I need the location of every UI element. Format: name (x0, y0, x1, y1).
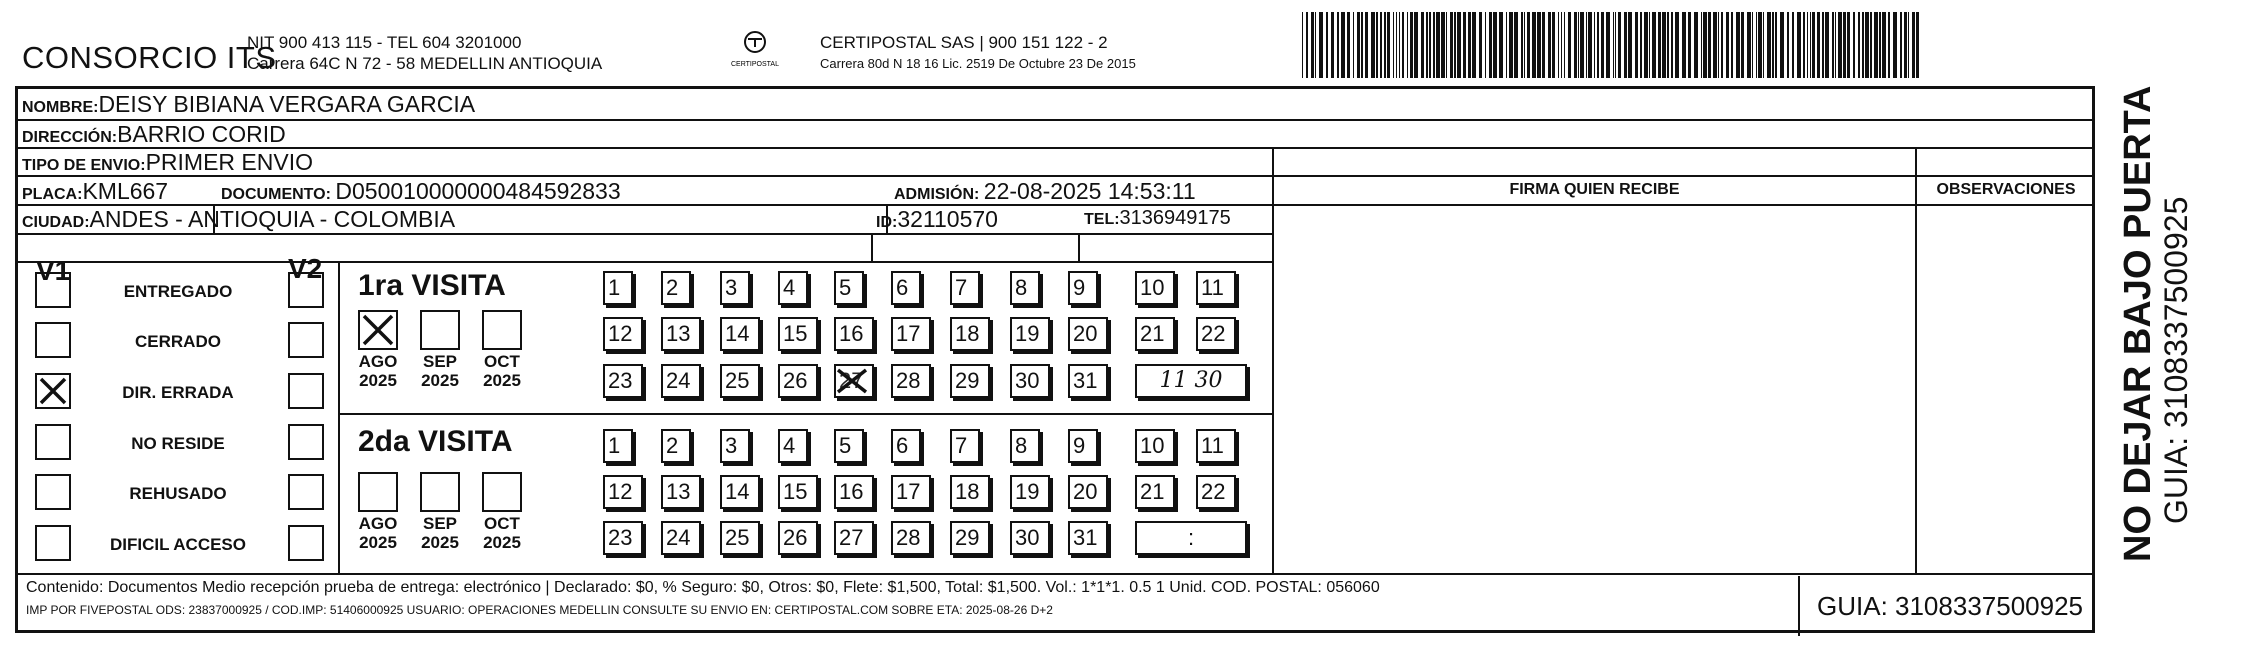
day-box[interactable]: 23 (603, 364, 643, 398)
day-box[interactable]: 29 (950, 521, 990, 555)
v2-header: V2 (288, 253, 323, 284)
id-field: ID:32110570 (876, 206, 998, 232)
guia-number: GUIA: 3108337500925 (1798, 576, 2100, 636)
day-box[interactable]: 16 (834, 475, 874, 509)
day-box[interactable]: 20 (1068, 317, 1108, 351)
day-box[interactable]: 15 (778, 475, 818, 509)
certipostal-line1: CERTIPOSTAL SAS | 900 151 122 - 2 (820, 33, 1108, 52)
month-checkbox[interactable] (420, 310, 460, 350)
day-box[interactable]: 29 (950, 364, 990, 398)
time-box[interactable]: : (1135, 521, 1247, 555)
day-box[interactable]: 15 (778, 317, 818, 351)
v1-checkbox[interactable] (35, 322, 71, 358)
day-box[interactable]: 9 (1068, 271, 1098, 305)
day-box[interactable]: 5 (834, 271, 864, 305)
v2-checkbox[interactable] (288, 272, 324, 308)
day-box[interactable]: 12 (603, 475, 643, 509)
certipostal-line2: Carrera 80d N 18 16 Lic. 2519 De Octubre 23 De 2015 (820, 56, 1136, 71)
certipostal-info (820, 32, 1136, 74)
vertical-notice (2118, 86, 2194, 562)
month-checkbox[interactable] (482, 310, 522, 350)
month-checkbox[interactable] (358, 310, 398, 350)
company-name: CONSORCIO ITS (22, 40, 277, 75)
day-box[interactable]: 10 (1135, 429, 1175, 463)
day-box[interactable]: 19 (1010, 317, 1050, 351)
tipo-envio-field: TIPO DE ENVIO:PRIMER ENVIO (22, 149, 313, 175)
month-label: AGO 2025 (358, 514, 398, 552)
svg-text:CERTIPOSTAL: CERTIPOSTAL (731, 61, 779, 68)
no-dejar-warning: NO DEJAR BAJO PUERTA (2117, 85, 2159, 562)
v1-checkbox[interactable] (35, 525, 71, 561)
month-label: AGO 2025 (358, 352, 398, 390)
day-box[interactable]: 12 (603, 317, 643, 351)
month-checkbox[interactable] (420, 472, 460, 512)
ciudad-field: CIUDAD:ANDES - ANTIOQUIA - COLOMBIA (22, 206, 456, 232)
v1-header: V1 (36, 255, 71, 286)
v2-checkbox[interactable] (288, 474, 324, 510)
day-box[interactable]: 17 (891, 475, 931, 509)
day-box[interactable]: 8 (1010, 271, 1040, 305)
day-box[interactable]: 4 (778, 429, 808, 463)
day-box[interactable]: 28 (891, 521, 931, 555)
day-box[interactable]: 11 (1196, 429, 1236, 463)
day-box[interactable]: 7 (950, 429, 980, 463)
day-box[interactable]: 2 (661, 271, 691, 305)
visit1-title: 1ra VISITA (358, 269, 506, 302)
day-box[interactable]: 7 (950, 271, 980, 305)
month-label: SEP 2025 (421, 514, 459, 552)
day-box[interactable]: 26 (778, 521, 818, 555)
month-label: OCT 2025 (483, 514, 521, 552)
day-box[interactable]: 22 (1196, 317, 1236, 351)
day-box[interactable]: 21 (1135, 475, 1175, 509)
company-contact (247, 32, 602, 74)
day-box[interactable]: 24 (661, 521, 701, 555)
v1-checkbox[interactable] (35, 424, 71, 460)
certipostal-logo (726, 30, 784, 70)
day-box[interactable]: 16 (834, 317, 874, 351)
day-box[interactable]: 11 (1196, 271, 1236, 305)
day-box[interactable]: 22 (1196, 475, 1236, 509)
status-label: NO RESIDE (131, 434, 225, 453)
status-label: ENTREGADO (123, 282, 233, 301)
day-box[interactable]: 31 (1068, 364, 1108, 398)
day-box[interactable]: 13 (661, 475, 701, 509)
status-label: DIFICIL ACCESO (109, 535, 246, 554)
day-box[interactable]: 23 (603, 521, 643, 555)
day-box[interactable]: 17 (891, 317, 931, 351)
v2-checkbox[interactable] (288, 322, 324, 358)
day-box[interactable]: 1 (603, 429, 633, 463)
day-box[interactable]: 20 (1068, 475, 1108, 509)
barcode (1302, 12, 1919, 78)
day-box[interactable]: 8 (1010, 429, 1040, 463)
day-box[interactable]: 26 (778, 364, 818, 398)
day-box[interactable]: 14 (720, 317, 760, 351)
day-box[interactable]: 5 (834, 429, 864, 463)
address-line: Carrera 64C N 72 - 58 MEDELLIN ANTIOQUIA (247, 54, 603, 73)
vertical-guia: GUIA: 3108337500925 (2158, 196, 2194, 524)
documento-field: DOCUMENTO: D050010000000484592833 (221, 178, 621, 204)
v2-checkbox[interactable] (288, 424, 324, 460)
day-box[interactable]: 28 (891, 364, 931, 398)
day-box[interactable]: 25 (720, 364, 760, 398)
time-box[interactable]: 11 30 (1135, 364, 1247, 398)
direccion-field: DIRECCIÓN:BARRIO CORID (22, 121, 286, 147)
day-box[interactable]: 9 (1068, 429, 1098, 463)
shipping-form (15, 86, 2095, 633)
day-box[interactable]: 27 (834, 364, 874, 398)
day-box[interactable]: 30 (1010, 364, 1050, 398)
day-box[interactable]: 27 (834, 521, 874, 555)
day-box[interactable]: 21 (1135, 317, 1175, 351)
day-box[interactable]: 1 (603, 271, 633, 305)
day-box[interactable]: 30 (1010, 521, 1050, 555)
tel-field: TEL:3136949175 (1084, 207, 1231, 229)
v2-checkbox[interactable] (288, 525, 324, 561)
day-box[interactable]: 13 (661, 317, 701, 351)
placa-field: PLACA:KML667 (22, 178, 169, 204)
day-box[interactable]: 18 (950, 475, 990, 509)
v1-checkbox[interactable] (35, 373, 71, 409)
month-label: SEP 2025 (421, 352, 459, 390)
month-checkbox[interactable] (482, 472, 522, 512)
day-box[interactable]: 2 (661, 429, 691, 463)
day-box[interactable]: 4 (778, 271, 808, 305)
firma-header: FIRMA QUIEN RECIBE (1509, 181, 1680, 198)
day-box[interactable]: 31 (1068, 521, 1108, 555)
day-box[interactable]: 19 (1010, 475, 1050, 509)
status-label: CERRADO (135, 332, 221, 351)
month-checkbox[interactable] (358, 472, 398, 512)
status-label: REHUSADO (129, 484, 227, 503)
visit2-title: 2da VISITA (358, 425, 513, 458)
contents-line: Contenido: Documentos Medio recepción prueba de entrega: electrónico | Declarado: $0, % Seguro: $0, Otros: $0, Flete: $1,500, Total: $1,500. Vol.: 1*1*1. 0.5 1 Unid. COD. POSTAL: 056060 (26, 579, 1380, 596)
v1-checkbox[interactable] (35, 272, 71, 308)
day-box[interactable]: 14 (720, 475, 760, 509)
day-box[interactable]: 3 (720, 429, 750, 463)
day-box[interactable]: 3 (720, 271, 750, 305)
v2-checkbox[interactable] (288, 373, 324, 409)
print-info-line: IMP POR FIVEPOSTAL ODS: 23837000925 / COD.IMP: 51406000925 USUARIO: OPERACIONES MEDELLIN CONSULTE SU ENVIO EN: CERTIPOSTAL.COM SOBRE ETA: 2025-08-26 D+2 (26, 603, 1053, 617)
observaciones-header: OBSERVACIONES (1936, 181, 2076, 198)
v1-checkbox[interactable] (35, 474, 71, 510)
status-label: DIR. ERRADA (122, 383, 234, 402)
day-box[interactable]: 6 (891, 429, 921, 463)
nombre-field: NOMBRE:DEISY BIBIANA VERGARA GARCIA (22, 91, 476, 117)
day-box[interactable]: 25 (720, 521, 760, 555)
nit-line: NIT 900 413 115 - TEL 604 3201000 (247, 33, 522, 52)
month-label: OCT 2025 (483, 352, 521, 390)
day-box[interactable]: 6 (891, 271, 921, 305)
day-box[interactable]: 18 (950, 317, 990, 351)
day-box[interactable]: 10 (1135, 271, 1175, 305)
admision-field: ADMISIÓN: 22-08-2025 14:53:11 (894, 178, 1196, 204)
day-box[interactable]: 24 (661, 364, 701, 398)
